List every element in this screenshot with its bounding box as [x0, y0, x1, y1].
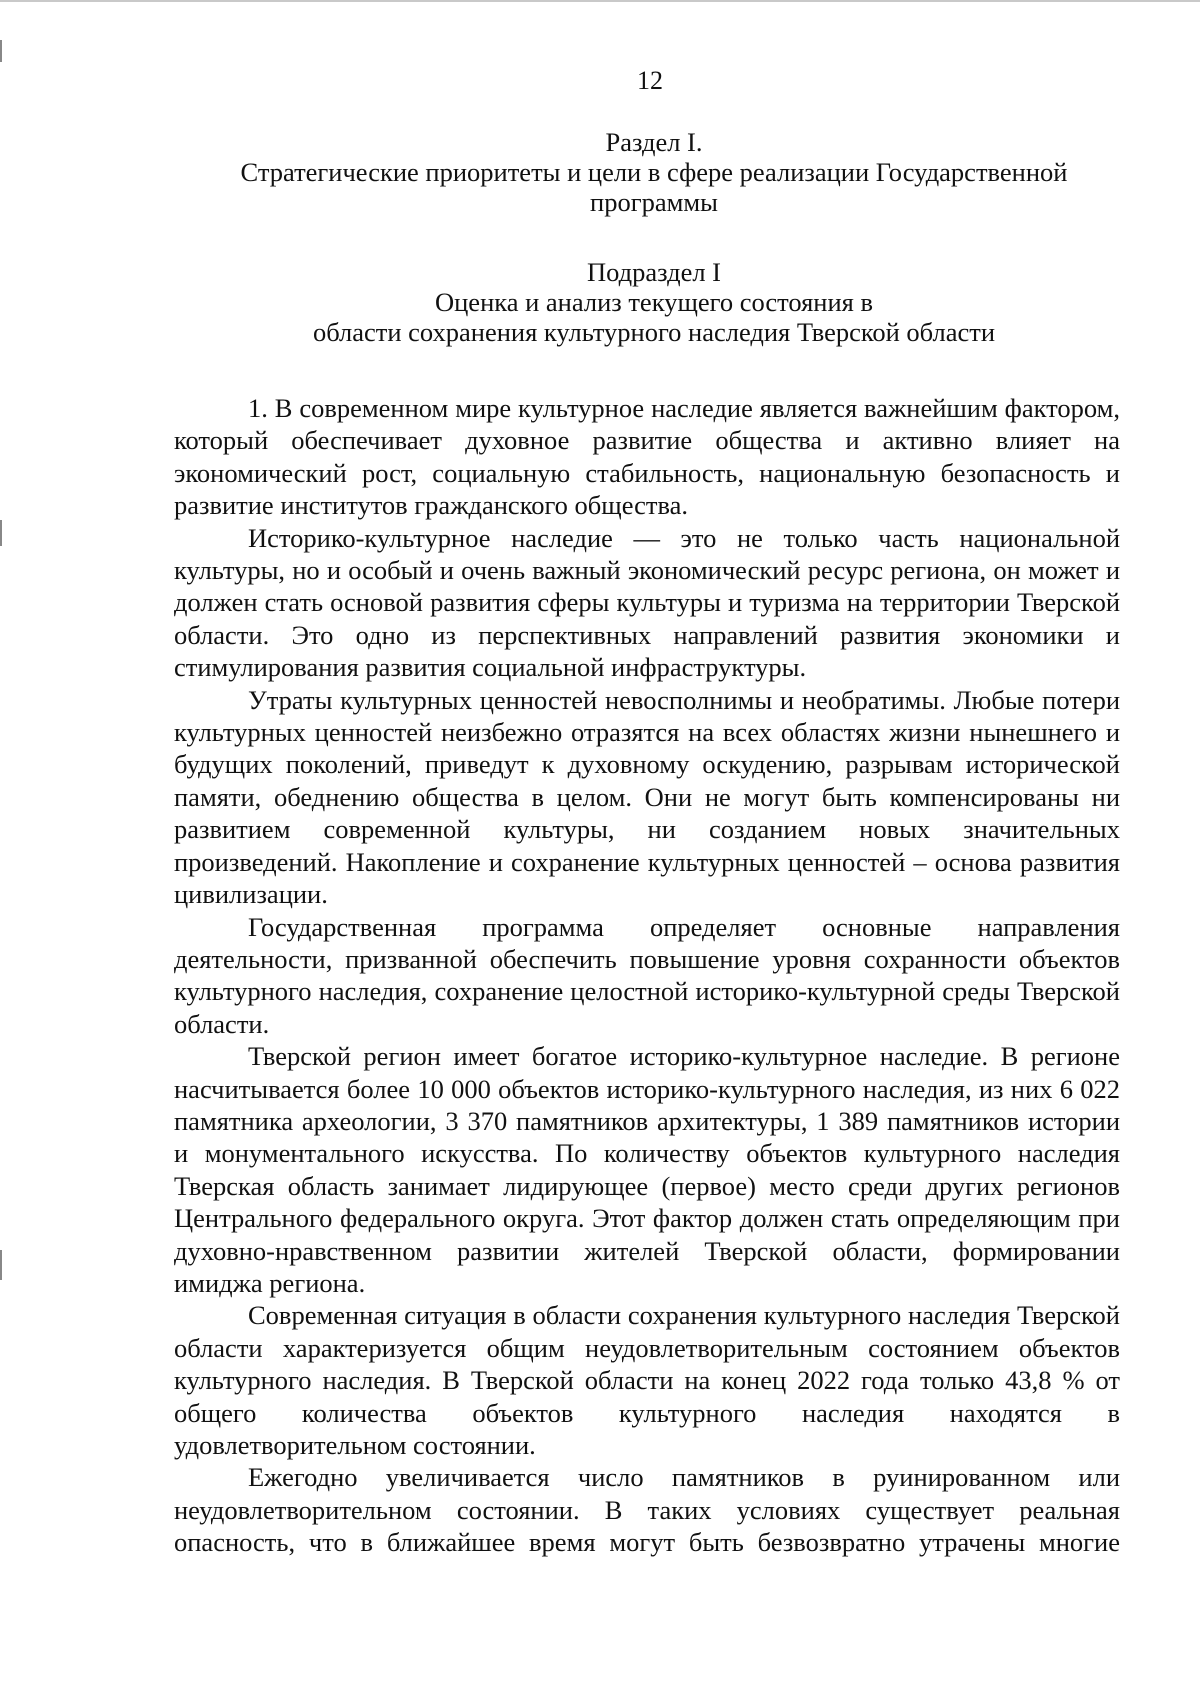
- scan-top-edge: [0, 0, 1200, 2]
- page-number: 12: [637, 66, 663, 95]
- paragraph: 1. В современном мире культурное наследие является важнейшим фактором, который обеспечивает духовное развитие общества и активно влияет на экономический рост, социальную стабильность, национальную безопасность и развитие институтов гражданского общества.: [174, 393, 1120, 521]
- paragraph: Ежегодно увеличивается число памятников в руинированном или неудовлетворительном состоянии. В таких условиях существует реальная опасность, что в ближайшее время могут быть безвозвратно утрачены многие: [174, 1462, 1120, 1558]
- paragraph: Современная ситуация в области сохранения культурного наследия Тверской области характеризуется общим неудовлетворительным состоянием объектов культурного наследия. В Тверской области на конец 2022 года только 43,8 % от общего количества объектов культурного наследия находятся в удовлетворительном состоянии.: [174, 1300, 1120, 1460]
- section-subtitle-line: Стратегические приоритеты и цели в сфере реализации Государственной: [240, 157, 1068, 187]
- paragraph: Историко-культурное наследие — это не только часть национальной культуры, но и особый и очень важный экономический ресурс региона, он может и должен стать основой развития сферы культуры и туризма на территории Тверской области. Это одно из перспективных направлений развития экономики и стимулирования развития социальной инфраструктуры.: [174, 522, 1120, 683]
- subsection-heading: [174, 257, 1134, 347]
- scan-left-mark: [0, 520, 2, 546]
- subsection-title: Подраздел I: [586, 257, 722, 287]
- subsection-subtitle-line: области сохранения культурного наследия Тверской области: [312, 317, 996, 347]
- scan-left-mark: [0, 40, 2, 62]
- paragraph: Тверской регион имеет богатое историко-культурное наследие. В регионе насчитывается более 10 000 объектов историко-культурного наследия, из них 6 022 памятника археологии, 3 370 памятников архитектуры, 1 389 памятников истории и монументального искусства. По количеству объектов культурного наследия Тверская область занимает лидирующее (первое) место среди других регионов Центрального федерального округа. Этот фактор должен стать определяющим при духовно-нравственном развитии жителей Тверской области, формировании имиджа региона.: [174, 1041, 1120, 1298]
- subsection-subtitle-line: Оценка и анализ текущего состояния в: [434, 287, 873, 317]
- paragraph: Государственная программа определяет основные направления деятельности, призванной обеспечить повышение уровня сохранности объектов культурного наследия, сохранение целостной историко-культурной среды Тверской области.: [174, 911, 1120, 1039]
- paragraph: Утраты культурных ценностей невосполнимы и необратимы. Любые потери культурных ценностей неизбежно отразятся на всех областях жизни нынешнего и будущих поколений, приведут к духовному оскудению, разрывам исторической памяти, обеднению общества в целом. Они не могут быть компенсированы ни развитием современной культуры, ни созданием новых значительных произведений. Накопление и сохранение культурных ценностей – основа развития цивилизации.: [174, 684, 1120, 910]
- section-subtitle-line: программы: [590, 187, 718, 217]
- section-heading: [174, 127, 1134, 217]
- scan-left-mark: [0, 1250, 2, 1280]
- body-text: [174, 392, 1120, 1559]
- section-title: Раздел I.: [605, 127, 703, 157]
